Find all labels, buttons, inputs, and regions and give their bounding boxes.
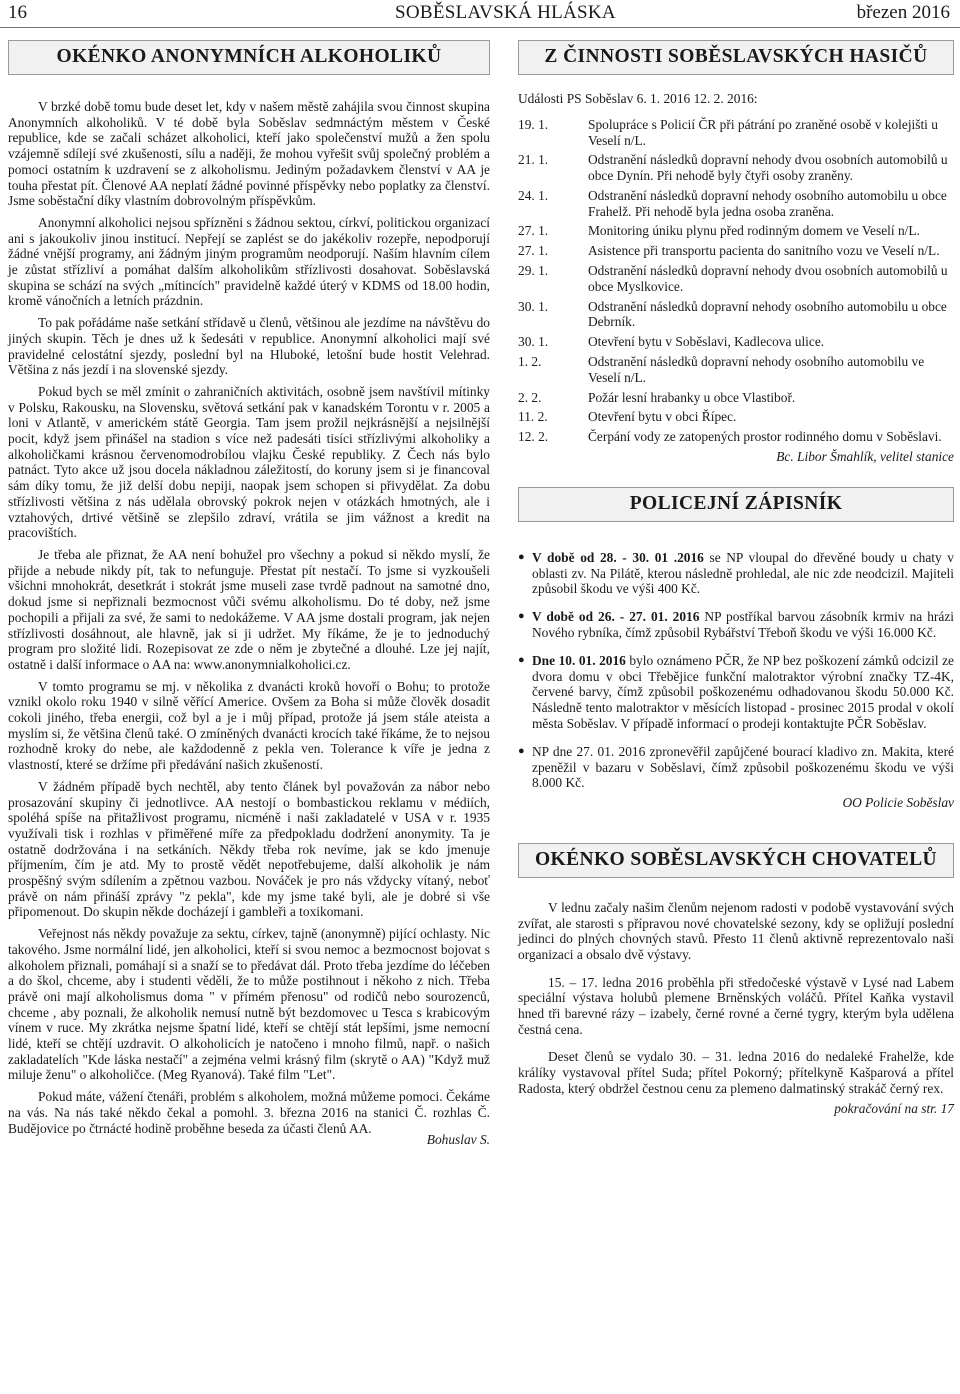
policie-item-lead: V době od 28. - 30. 01 .2016: [532, 549, 704, 565]
chovatele-paragraph: 15. – 17. ledna 2016 proběhla při středočeské výstavě v Lysé nad Labem speciální výstava holubů plemene Brněnských voláčů. Přítel Kaňka vystavil hned tři barevné rázy – izabely, černé rovné a černé tygry, kterým byla udělena čestná cena.: [518, 974, 954, 1037]
event-date: 24. 1.: [518, 187, 549, 203]
aa-paragraph: Je třeba ale přiznat, že AA není bohužel pro všechny a pokud si někdo myslí, že přijde a nebude nikdy pít, tak to nefunguje. Přestat pít nestačí. To jsme si vyzkoušeli všichni mnohokrát, desetkrát i stokrát jsme museli zase tvrdě padnout na samotné dno, dokud jsme si nepřiznali bezmocnost vůči svému alkoholismu. Do té doby, než jsme pochopili a přijali za své, že sami to nedokážeme. V AA jsme dostali program, jak nejen střízlivosti dosáhnout, ale hlavně, jak si ji udržet. My říkáme, že je to jednoduchý program pro složité lidi. Rozepisovat ze zde o něm je zbytečné a dlouhé. Lze jej najít, ostatně i další informace o AA na: www.anonymnialkoholici.cz.: [8, 546, 490, 672]
event-text: Požár lesní hrabanky u obce Vlastiboř.: [588, 389, 796, 405]
policie-item: [518, 653, 954, 732]
hasici-event: [518, 223, 954, 239]
aa-paragraph: V brzké době tomu bude deset let, kdy v našem městě zahájila svou činnost skupina Anonymních alkoholiků. V té době byla Soběslav sedmnáctým městem v České republice, kde se začali scházet alkoholici, kteří jako společenství mužů a žen spolu vzájemně sdílejí své zkušenosti, sílu a naději, že mohou vyřešit svůj společný problém a pomoci ostatním k uzdravení se z alkoholismu. Jediným požadavkem členství v AA je touha přestat pít. Členové AA neplatí žádné povinné příspěvky nebo poplatky za členství. Jsme soběstační díky vlastním dobrovolným příspěvkům.: [8, 99, 490, 209]
event-text: Odstranění následků dopravní nehody dvou osobních automobilů u obce Dynín. Při nehodě byly čtyři osoby zraněny.: [588, 152, 948, 184]
policie-item: [518, 550, 954, 597]
event-text: Čerpání vody ze zatopených prostor rodinného domu v Soběslavi.: [588, 429, 942, 445]
hasici-event: [518, 243, 954, 259]
aa-paragraph: Veřejnost nás někdy považuje za sektu, církev, tajně (anonymně) pijící ochlasty. Nic takového. Jsme normální lidé, jen alkoholici, kteří si svou nemoc a bezmocnost bojovat s alkoholem přiznali, pomáhají si a snaží se to předávat dál. Proto třeba jezdíme do léčeben a do škol, chceme, aby i studenti věděli, že to může postihnout i někoho z nich. Třeba právě oni mají alkoholismus doma " v přímém přenosu" od rodičů nebo sourozenců, chceme , aby poznali, že alkoholik nemusí nutně být bezdomovec u Tesca s krabicovým vínem v ruce. My zkrátka nejsme špatní lidé, kteří se chtějí stát lepšími, jsme nemocní lidé, kteří se chtějí uzdravit. O alkoholicích je natočeno i mnoho filmů, např. o našich zakladatelích "Kde láska nestačí" a zejména velmi krásný film (skrytě o AA) "Když muž miluje ženu" o alkoholičce. (Meg Ryanová). Také film "Let".: [8, 926, 490, 1083]
hasici-event: [518, 409, 954, 425]
event-text: Asistence při transportu pacienta do sanitního vozu ve Veselí n/L.: [588, 243, 940, 259]
hasici-event: [518, 152, 954, 184]
event-date: 2. 2.: [518, 389, 542, 405]
page-header: [0, 0, 960, 26]
aa-paragraph: V žádném případě bych nechtěl, aby tento článek byl považován za nábor nebo prosazování skupiny či jednotlivce. AA nestojí o bombastickou reklamu v médiích, spoléhá spíše na přitažlivost programu, nicméně i naši zakladatelé v USA v r. 1935 využívali tisk i rozhlas v přiměřené míře za předpokladu dodržení anonymity. Ta je ostatně dodržována i na setkáních. Někdy třeba rok nevíme, jak se kdo jmenuje příjmením, čím je atd. My to prostě vědět nepotřebujeme, další alkoholik je nám prospěšný svým sdílením a zpětnou vazbou. Nováček je pro nás vždycky vítaný, neboť právě on nám přináší zprávy "z pekla", kde my jsme také byli, ale je dobré si vše připomenout. Do skupin někde docházejí i gambleři a toxikomani.: [8, 778, 490, 920]
event-date: 30. 1.: [518, 334, 549, 350]
continued-note: pokračování na str. 17: [834, 1100, 954, 1116]
hasici-event: [518, 334, 954, 350]
hasici-event: [518, 390, 954, 406]
policie-item-text: NP dne 27. 01. 2016 zpronevěřil zapůjčené bourací kladivo zn. Makita, které zpeněžil v bazaru v Soběslavi, čímž způsobil poškozenému škodu ve výši 8.000 Kč.: [532, 743, 954, 791]
event-text: Monitoring úniku plynu před rodinným domem ve Veselí n/L.: [588, 223, 920, 239]
event-text: Spolupráce s Policií ČR při pátrání po zraněné osobě v kolejišti u Veselí n/L.: [588, 116, 938, 148]
event-text: Otevření bytu v Soběslavi, Kadlecova ulice.: [588, 334, 825, 350]
right-column: [518, 40, 954, 1122]
hasici-section-title: Z ČINNOSTI SOBĚSLAVSKÝCH HASIČŮ: [518, 40, 954, 75]
aa-paragraph: Pokud bych se měl zmínit o zahraničních aktivitách, osobně jsem navštívil mítinky v Polsku, Rakousku, na Slovensku, světová setkání pak v kanadském Torontu v r. 2005 a loni v Atlantě, v americkém státě Georgia. Tam jsem prožil nejkrásnější a nejsilnější pocit, když jsem přinášel na stadion s více než padesáti tisíci střízlivými alkoholiky a alkoholičkami krásnou červenomodrobílou vlajku České republiky. Z Čech nás bylo patnáct. Tyto akce už jsou docela nákladnou záležitostí, do koruny jsem si je financoval sám díky tomu, že již delší dobu nepiji, naopak jsem schopen si přivydělat. Za dobu střízlivosti většina z nás udělala obrovský pokrok nejen v otázkách hmotných, ale i vztahových, drtivé většině se zlepšilo zdraví, vrátila se jim vážnost a kredit na pracovištích.: [8, 383, 490, 541]
hasici-event: [518, 429, 954, 445]
policie-item-text: se NP vloupal do dřevěné boudy u chaty v oblasti zv. Na Pilátě, kterou následně prohledal, ale nic zde neodcizil. Majiteli způsobil škodu ve výši 400 Kč.: [532, 549, 954, 597]
header-rule: [0, 27, 960, 28]
aa-paragraph: Pokud máte, vážení čtenáři, problém s alkoholem, možná můžeme pomoci. Čekáme na vás. Na nás také někdo čekal a pomohl. 3. března 2016 na stanici Č. rozhlas Č. Budějovice po čtrnácté hodině proběhne beseda za účasti členů AA.: [8, 1089, 490, 1136]
aa-signature: Bohuslav S.: [426, 1132, 490, 1148]
policie-item-lead: Dne 10. 01. 2016: [532, 652, 626, 668]
policie-item: [518, 609, 954, 641]
bullet-icon: ●: [518, 744, 525, 757]
policie-signature: OO Policie Soběslav: [842, 795, 954, 811]
aa-paragraph: V tomto programu se mj. v několika z dvanácti kroků hovoří o Bohu; to protože vznikl okolo roku 1940 v silně věřící Americe. Ovšem za Boha si může člověk dosadit cokoli jiného, třeba energii, což byl a je i můj případ, protože já jsem stále ateista a myslím si, že většina členů také. O zmíněných dvanácti krocích také říkáme, že to nejsou rozhodně kroky do nebe, ale každodenně z pekla ven. Tolerance k víře je jedna z vlastností, které se držíme při předávání našich zkušeností.: [8, 678, 490, 773]
bullet-icon: ●: [518, 610, 525, 623]
event-date: 27. 1.: [518, 223, 549, 239]
event-text: Odstranění následků dopravní nehody osobního automobilu ve Veselí n/L.: [588, 354, 925, 385]
issue-date: březen 2016: [856, 2, 950, 23]
event-date: 11. 2.: [518, 409, 548, 425]
hasici-event: [518, 188, 954, 220]
event-date: 29. 1.: [518, 263, 549, 279]
event-text: Odstranění následků dopravní nehody dvou osobních automobilů u obce Myslkovice.: [588, 263, 948, 294]
chovatele-paragraph: Deset členů se vydalo 30. – 31. ledna 2016 do nedaleké Frahelže, kde králíky vystavoval přítel Suda; přítel Pokorný; přítelkyně Kašparová a přítel Radosta, který obdržel čestnou cenu za plemeno dalmatinský strakáč černý rex.: [518, 1049, 954, 1096]
masthead: SOBĚSLAVSKÁ HLÁSKA: [395, 2, 616, 23]
aa-section-title: OKÉNKO ANONYMNÍCH ALKOHOLIKŮ: [8, 40, 490, 75]
event-date: 12. 2.: [518, 429, 549, 445]
aa-paragraph: To pak pořádáme naše setkání střídavě u členů, většinou ale jezdíme na návštěvu do jiných skupin. Těch je dnes už k šedesáti v republice. Anonymní alkoholici mají své pravidelné celostátní sjezdy, poslední byl na Hluboké, letošní bude hostit Velehrad. Většina z nás jezdí i na slovenské sjezdy.: [8, 315, 490, 378]
hasici-event: [518, 263, 954, 295]
hasici-event: [518, 354, 954, 386]
bullet-icon: ●: [518, 653, 525, 666]
event-text: Odstranění následků dopravní nehody osobního automobilu u obce Frahelž. Při nehodě byla jedna osoba zraněna.: [588, 187, 947, 219]
chovatele-paragraph: V lednu začaly našim členům nejenom radosti v podobě vystavování svých zvířat, ale starosti s přípravou nové chovatelské sezony, kdy se opližují poslední jedinci do plných chovných stavů. Přesto 11 členů aktivně reprezentovalo naši organizaci a obsalo dvě výstavy.: [518, 899, 954, 962]
aa-paragraph: Anonymní alkoholici nejsou spřízněni s žádnou sektou, církví, politickou organizací ani s jakoukoliv jinou institucí. Nepřejí se zaplést se do jakékoliv rozepře, nepodporují žádné vnější programy, ani žádným jiným programům neodporují. Naším hlavním cílem je zůstat střízliví a pomáhat dalším alkoholikům střízlivosti dosahovat. Soběslavská skupina se schází na svých „mítincích" pravidelně každé úterý v KDMS od 18.00 hodin, kromě vánočních a letních prázdnin.: [8, 214, 490, 309]
hasici-signature: Bc. Libor Šmahlík, velitel stanice: [776, 449, 954, 465]
policie-item-lead: V době od 26. - 27. 01. 2016: [532, 609, 700, 625]
event-date: 21. 1.: [518, 152, 549, 168]
policie-section-title: POLICEJNÍ ZÁPISNÍK: [518, 487, 954, 522]
bullet-icon: ●: [518, 550, 525, 563]
hasici-event: [518, 117, 954, 149]
left-column: [8, 40, 490, 1154]
policie-item-text: NP postříkal barvou zásobník krmiv na hrázi Nového rybníka, čímž způsobil Rybářství Třeboň škodu ve výši 16.000 Kč.: [532, 609, 954, 640]
policie-item: [518, 744, 954, 791]
event-date: 30. 1.: [518, 298, 549, 314]
event-date: 19. 1.: [518, 116, 549, 132]
event-date: 1. 2.: [518, 354, 542, 370]
hasici-intro: Události PS Soběslav 6. 1. 2016 12. 2. 2016:: [518, 91, 758, 106]
event-text: Otevření bytu v obci Řípec.: [588, 409, 737, 425]
policie-item-text: bylo oznámeno PČR, že NP bez poškození zámků odcizil ze dvora domu v obci Třebějice funkční malotraktor výrobní značky TZ-4K, červené barvy, čímž způsobil poškozenému odhadovanou škodu 50.000 Kč. Následně tento malotraktor v měsících listopad - prosinec 2015 prodal v okolí města Soběslav. V případě informací o prodeji kontaktujte PČR Soběslav.: [532, 652, 954, 731]
page-number: 16: [8, 2, 27, 23]
event-text: Odstranění následků dopravní nehody osobního automobilu u obce Debrník.: [588, 298, 947, 330]
hasici-event: [518, 299, 954, 331]
chovatele-section-title: OKÉNKO SOBĚSLAVSKÝCH CHOVATELŮ: [518, 843, 954, 878]
event-date: 27. 1.: [518, 243, 549, 259]
